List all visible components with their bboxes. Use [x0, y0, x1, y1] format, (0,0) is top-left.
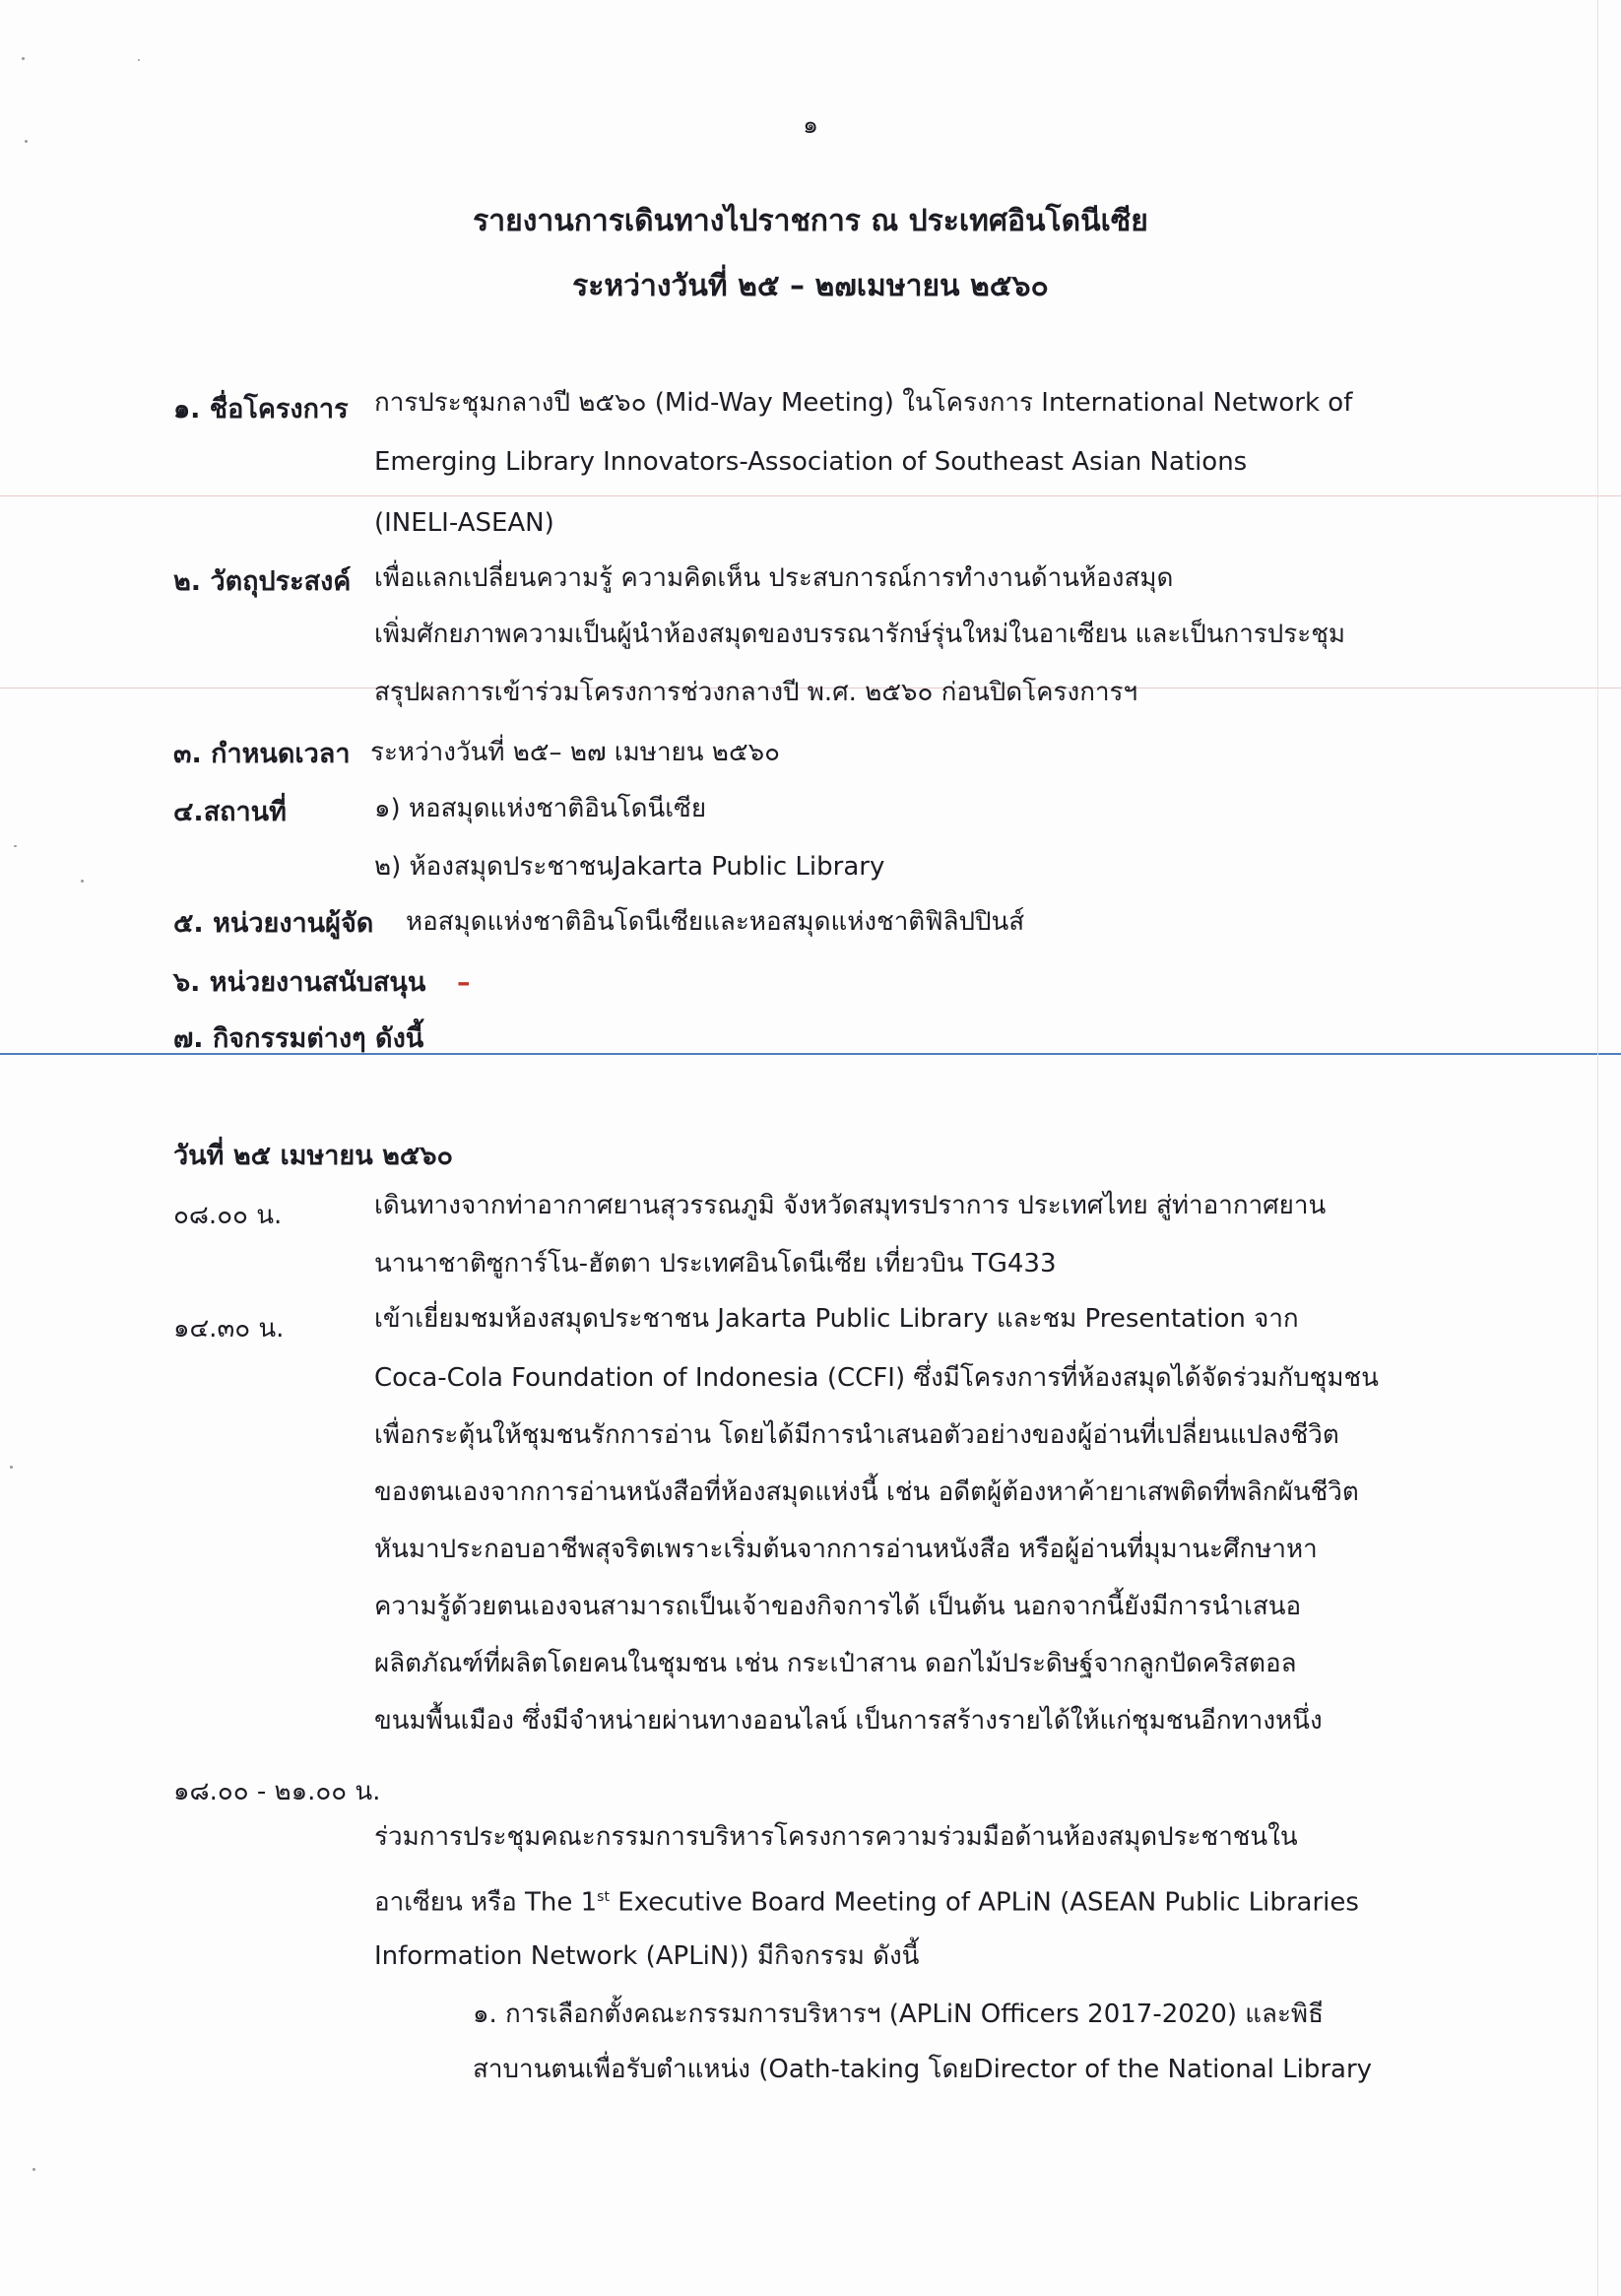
scan-speck — [10, 1466, 13, 1469]
project-line: Emerging Library Innovators-Association of Southeast Asian Nations — [374, 447, 1248, 477]
schedule-text: ระหว่างวันที่ ๒๕– ๒๗ เมษายน ๒๕๖๐ — [370, 738, 780, 767]
support-label: ๖. หน่วยงานสนับสนุน — [173, 967, 426, 998]
entry-line: ของตนเองจากการอ่านหนังสือที่ห้องสมุดแห่งนี้ เช่น อดีตผู้ต้องหาค้ายาเสพติดที่พลิกผันชีวิต — [374, 1477, 1359, 1507]
entry-line: เดินทางจากท่าอากาศยานสุวรรณภูมิ จังหวัดสมุทรปราการ ประเทศไทย สู่ท่าอากาศยาน — [374, 1191, 1327, 1220]
entry-line: Coca-Cola Foundation of Indonesia (CCFI) ซึ่งมีโครงการที่ห้องสมุดได้จัดร่วมกับชุมชน — [374, 1363, 1379, 1393]
venue-item: ๑) หอสมุดแห่งชาติอินโดนีเซีย — [374, 794, 707, 823]
schedule-label: ๓. กำหนดเวลา — [173, 739, 351, 769]
objective-line: สรุปผลการเข้าร่วมโครงการช่วงกลางปี พ.ศ. ๒๕๖๐ ก่อนปิดโครงการฯ — [374, 678, 1138, 707]
scan-speck — [14, 845, 17, 847]
entry-line-superscript — [374, 1878, 1359, 1922]
document-subtitle: ระหว่างวันที่ ๒๕ – ๒๗เมษายน ๒๕๖๐ — [572, 269, 1049, 303]
scan-edge-right — [1597, 0, 1598, 2296]
entry-line: ขนมพื้นเมือง ซึ่งมีจำหน่ายผ่านทางออนไลน์ เป็นการสร้างรายได้ให้แก่ชุมชนอีกทางหนึ่ง — [374, 1706, 1323, 1736]
objective-label: ๒. วัตถุประสงค์ — [173, 566, 352, 597]
ordinal-superscript: st — [597, 1889, 610, 1905]
entry-time: ๐๘.๐๐ น. — [173, 1201, 283, 1230]
entry-line: Information Network (APLiN)) มีกิจกรรม ดังนี้ — [374, 1941, 920, 1971]
entry-line-part: อาเซียน หรือ The 1 — [374, 1887, 598, 1918]
entry-sub-line: สาบานตนเพื่อรับตำแหน่ง (Oath-taking โดยDirector of the National Library — [473, 2055, 1373, 2084]
activities-label: ๗. กิจกรรมต่างๆ ดังนี้ — [173, 1023, 424, 1054]
scan-speck — [22, 57, 25, 60]
objective-line: เพื่อแลกเปลี่ยนความรู้ ความคิดเห็น ประสบการณ์การทำงานด้านห้องสมุด — [374, 563, 1174, 593]
venue-label: ๔.สถานที่ — [173, 797, 287, 827]
organizer-text: หอสมุดแห่งชาติอินโดนีเซียและหอสมุดแห่งชาติฟิลิปปินส์ — [406, 907, 1025, 937]
entry-line: ร่วมการประชุมคณะกรรมการบริหารโครงการความร่วมมือด้านห้องสมุดประชาชนใน — [374, 1822, 1298, 1852]
objective-line: เพิ่มศักยภาพความเป็นผู้นำห้องสมุดของบรรณารักษ์รุ่นใหม่ในอาเซียน และเป็นการประชุม — [374, 620, 1345, 649]
project-line: การประชุมกลางปี ๒๕๖๐ (Mid-Way Meeting) ในโครงการ International Network of — [374, 388, 1353, 418]
entry-line: นานาชาติซูการ์โน-ฮัตตา ประเทศอินโดนีเซีย เที่ยวบิน TG433 — [374, 1249, 1057, 1279]
entry-line: ผลิตภัณฑ์ที่ผลิตโดยคนในชุมชน เช่น กระเป๋าสาน ดอกไม้ประดิษฐ์จากลูกปัดคริสตอล — [374, 1649, 1297, 1678]
entry-line-part: Executive Board Meeting of APLiN (ASEAN Public Libraries — [609, 1887, 1359, 1918]
entry-line: หันมาประกอบอาชีพสุจริตเพราะเริ่มต้นจากการอ่านหนังสือ หรือผู้อ่านที่มุมานะศึกษาหา — [374, 1535, 1318, 1564]
support-dash: – — [457, 967, 471, 998]
entry-line: เพื่อกระตุ้นให้ชุมชนรักการอ่าน โดยได้มีการนำเสนอตัวอย่างของผู้อ่านที่เปลี่ยนแปลงชีวิต — [374, 1420, 1339, 1450]
entry-sub-line: ๑. การเลือกตั้งคณะกรรมการบริหารฯ (APLiN Officers 2017-2020) และพิธี — [473, 2000, 1324, 2029]
organizer-label: ๕. หน่วยงานผู้จัด — [173, 908, 374, 939]
entry-line: ความรู้ด้วยตนเองจนสามารถเป็นเจ้าของกิจการได้ เป็นต้น นอกจากนี้ยังมีการนำเสนอ — [374, 1592, 1302, 1621]
entry-line: เข้าเยี่ยมชมห้องสมุดประชาชน Jakarta Public Library และชม Presentation จาก — [374, 1304, 1299, 1334]
project-line: (INELI-ASEAN) — [374, 508, 554, 538]
page-number: ๑ — [803, 110, 818, 139]
scan-speck — [32, 2168, 35, 2171]
day-heading: วันที่ ๒๕ เมษายน ๒๕๖๐ — [173, 1141, 453, 1171]
venue-item: ๒) ห้องสมุดประชาชนJakarta Public Library — [374, 852, 885, 882]
scan-speck — [81, 880, 84, 883]
entry-time: ๑๔.๓๐ น. — [173, 1314, 285, 1344]
document-title: รายงานการเดินทางไปราชการ ณ ประเทศอินโดนีเซีย — [473, 204, 1148, 238]
scan-speck — [138, 59, 140, 61]
entry-time: ๑๘.๐๐ - ๒๑.๐๐ น. — [173, 1777, 381, 1806]
scan-line-pink — [0, 495, 1621, 496]
project-label: ๑. ชื่อโครงการ — [173, 394, 349, 425]
